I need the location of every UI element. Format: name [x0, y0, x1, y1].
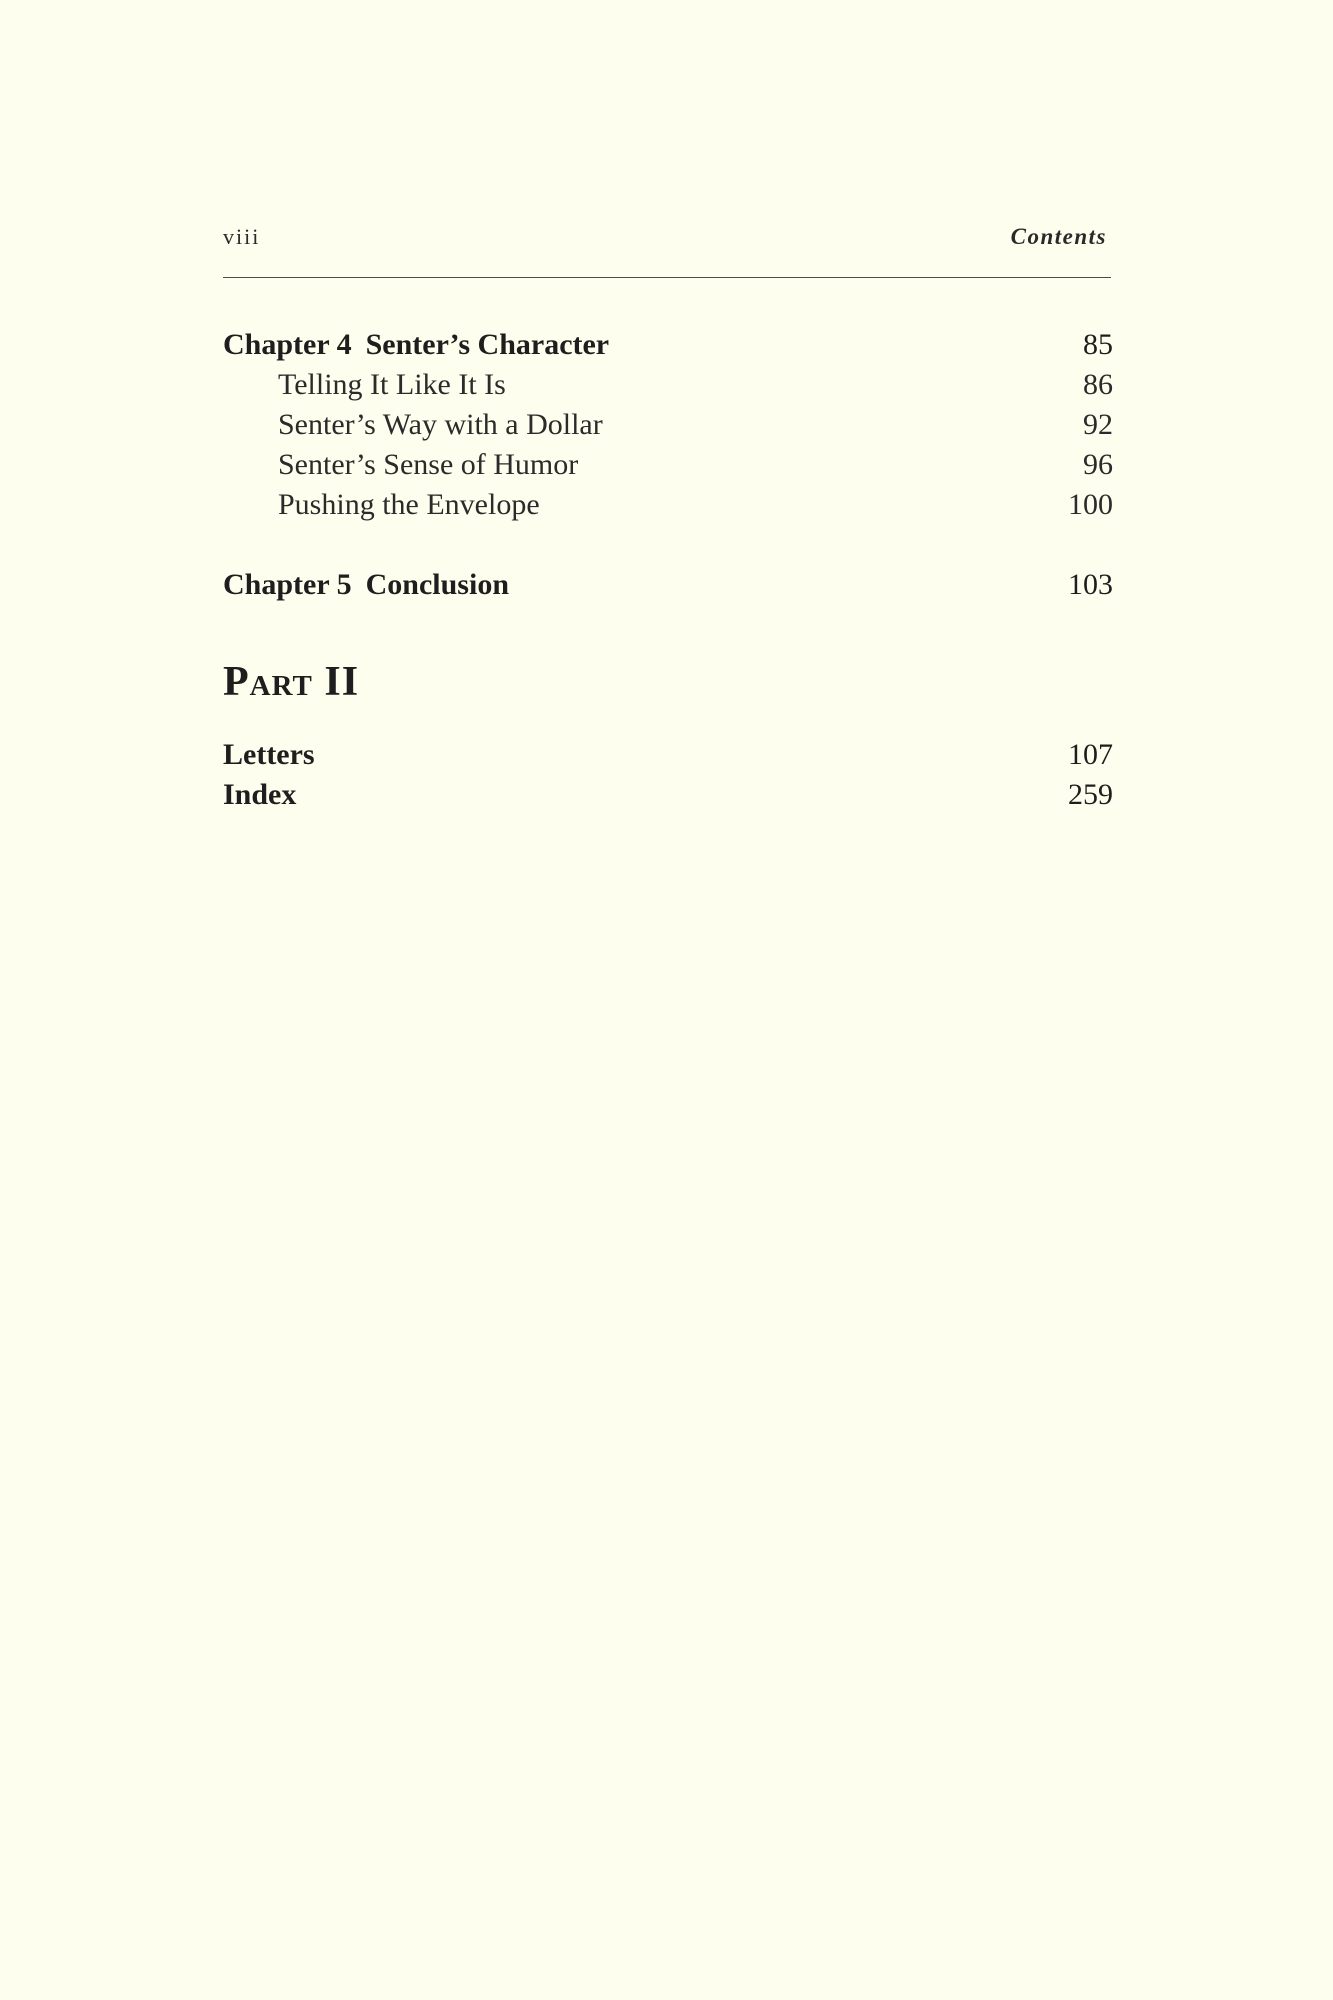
toc-page-number: 85: [1083, 328, 1113, 361]
toc-section[interactable]: [223, 485, 1113, 525]
toc-page-number: 107: [1068, 738, 1113, 771]
toc-section-title: Senter’s Sense of Humor: [278, 448, 579, 481]
chapter-number: Chapter 4: [223, 328, 352, 361]
table-of-contents: [223, 325, 1113, 815]
toc-section[interactable]: [223, 445, 1113, 485]
running-head: [223, 224, 1111, 256]
running-head-title: Contents: [1010, 224, 1107, 249]
toc-page-number: 259: [1068, 778, 1113, 811]
toc-entry-index[interactable]: [223, 775, 1113, 815]
header-rule: [223, 277, 1111, 278]
toc-chapter-5[interactable]: [223, 565, 1113, 605]
toc-section[interactable]: [223, 365, 1113, 405]
spacer: [223, 525, 1113, 565]
toc-section-title: Telling It Like It Is: [278, 368, 506, 401]
toc-page-number: 92: [1083, 408, 1113, 441]
toc-chapter-label: [223, 565, 509, 605]
toc-section[interactable]: [223, 405, 1113, 445]
toc-page-number: 103: [1068, 568, 1113, 601]
toc-entry-title: Index: [223, 778, 297, 811]
toc-page-number: 86: [1083, 368, 1113, 401]
chapter-title: Conclusion: [365, 568, 510, 601]
chapter-number: Chapter 5: [223, 568, 352, 601]
toc-chapter-label: [223, 325, 609, 365]
toc-entry-title: Letters: [223, 738, 315, 771]
toc-section-title: Senter’s Way with a Dollar: [278, 408, 603, 441]
toc-page-number: 96: [1083, 448, 1113, 481]
toc-chapter-4[interactable]: [223, 325, 1113, 365]
toc-section-title: Pushing the Envelope: [278, 488, 540, 521]
part-heading: Part II: [223, 659, 360, 705]
chapter-title: Senter’s Character: [365, 328, 610, 361]
toc-page-number: 100: [1068, 488, 1113, 521]
page-number: viii: [223, 224, 261, 249]
toc-entry-letters[interactable]: [223, 735, 1113, 775]
